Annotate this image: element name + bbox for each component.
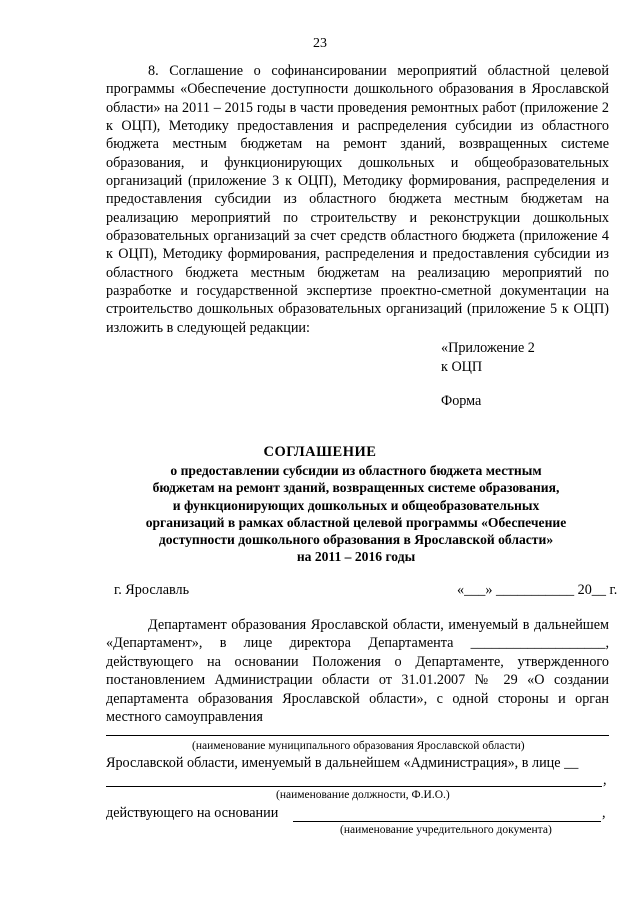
subtitle-line: организаций в рамках областной целевой программы «Обеспечение [145, 514, 567, 530]
administration-line: Ярославской области, именуемый в дальнейшем «Администрация», в лице __ [106, 755, 579, 771]
form-label: Форма [441, 393, 482, 409]
municipality-blank-line [106, 735, 609, 736]
agreement-city: г. Ярославль [114, 582, 190, 598]
trailing-comma: , [602, 805, 606, 821]
agreement-subtitle [96, 462, 616, 566]
acting-basis-label: действующего на основании [106, 805, 279, 821]
document-blank-line [293, 821, 601, 822]
agreement-title: СОГЛАШЕНИЕ [263, 444, 377, 460]
subtitle-line: бюджетам на ремонт зданий, возвращенных системе образования, [152, 480, 560, 496]
subtitle-line: о предоставлении субсидии из областного бюджета местным [170, 463, 542, 478]
agreement-date-field: «___» ___________ 20__ г. [457, 582, 618, 598]
position-blank-line [106, 786, 602, 787]
subtitle-line: и функционирующих дошкольных и общеобразовательных [172, 497, 540, 513]
page-number: 23 [313, 36, 327, 51]
hint-position: (наименование должности, Ф.И.О.) [276, 789, 450, 801]
appendix-line-2: к ОЦП [441, 358, 483, 375]
subtitle-line: на 2011 – 2016 годы [296, 549, 416, 565]
agreement-body-paragraph: Департамент образования Ярославской области, именуемый в дальнейшем «Департамент», в лице директора Департамента ___________________, действующего на основании Положения о Департаменте, утвержденного постановлением Администрации области от 31.01.2007 № 29 «О создании департамента образования Ярославской области», с одной стороны и орган местного самоуправления [106, 617, 609, 726]
paragraph-8: 8. Соглашение о софинансировании мероприятий областной целевой программы «Обеспечение доступности дошкольного образования в Ярославской области» на 2011 – 2015 годы в части проведения ремонтных работ (приложение 2 к ОЦП), Методику предоставления и распределения субсидии из областного бюджета местным бюджетам на ремонт зданий, возвращенных системе образования, и функционирующих дошкольных и общеобразовательных организаций (приложение 3 к ОЦП), Методику формирования, распределения и предоставления субсидии из областного бюджета местным бюджетам на реализацию мероприятий по строительству и реконструкции дошкольных образовательных организаций за счет средств областного бюджета (приложение 4 к ОЦП), Методику формирования, распределения и предоставления субсидии из областного бюджета местным бюджетам на реализацию мероприятий по разработке и государственной экспертизе проектно-сметной документации на строительство дошкольных образовательных организаций (приложение 5 к ОЦП) изложить в следующей редакции: [106, 63, 609, 336]
subtitle-line: доступности дошкольного образования в Ярославской области» [158, 532, 554, 548]
hint-document: (наименование учредительного документа) [340, 824, 552, 836]
appendix-header [441, 339, 535, 376]
hint-municipality: (наименование муниципального образования Ярославской области) [192, 740, 525, 752]
appendix-line-1: «Приложение 2 [441, 340, 535, 356]
trailing-comma: , [603, 772, 607, 788]
